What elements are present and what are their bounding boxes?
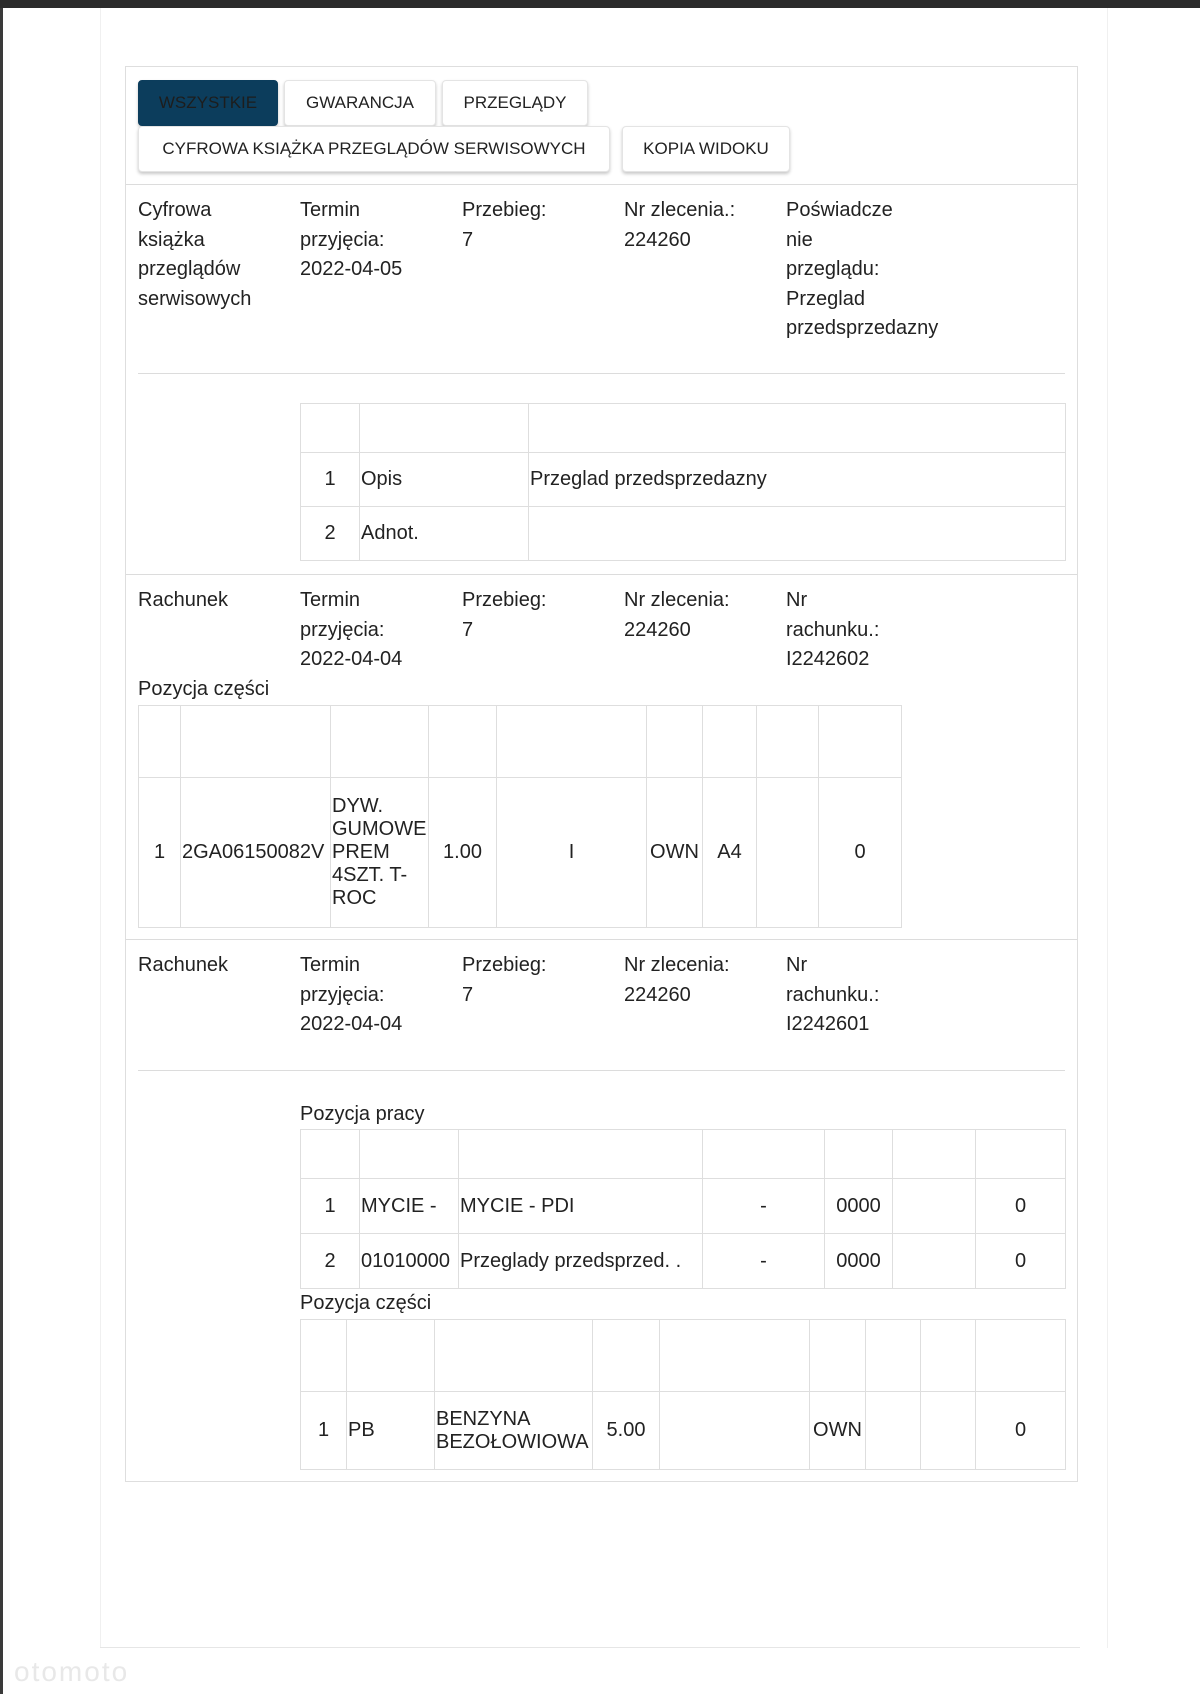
row-key: Opis — [360, 453, 529, 507]
kopia-widoku-button[interactable]: KOPIA WIDOKU — [622, 126, 790, 172]
table-header-row — [301, 404, 1066, 453]
table-row — [301, 1392, 1066, 1470]
part-quantity: 5.00 — [593, 1392, 660, 1470]
section-divider — [126, 939, 1077, 940]
tab-gwarancja-button[interactable]: GWARANCJA — [284, 80, 436, 126]
labor-dash: - — [703, 1179, 825, 1234]
table-header-row — [301, 1130, 1066, 1179]
entry1-divider — [138, 373, 1065, 374]
row-value: Przeglad przedsprzedazny — [529, 453, 1066, 507]
entry2-type: Rachunek — [138, 589, 229, 611]
row-number: 1 — [139, 778, 181, 928]
tab-wszystkie-button[interactable]: WSZYSTKIE — [138, 80, 278, 126]
part-quantity: 1.00 — [429, 778, 497, 928]
table-row — [301, 453, 1066, 507]
service-history-panel — [125, 66, 1078, 1482]
entry1-details-table — [300, 403, 1066, 561]
entry2-mileage: Przebieg: 7 — [462, 589, 547, 641]
entry1-mileage: Przebieg: 7 — [462, 199, 547, 251]
entry2-parts-label: Pozycja części — [138, 678, 270, 700]
entry3-type: Rachunek — [138, 954, 229, 976]
part-code: PB — [347, 1392, 435, 1470]
part-name: DYW. GUMOWE PREM 4SZT. T-ROC — [331, 778, 429, 928]
labor-number: 0000 — [825, 1234, 893, 1289]
table-row — [301, 1179, 1066, 1234]
entry3-labor-label: Pozycja pracy — [300, 1103, 425, 1125]
row-value — [529, 507, 1066, 561]
tab-przeglady-button[interactable]: PRZEGLĄDY — [442, 80, 588, 126]
toolbar-divider — [126, 184, 1077, 185]
labor-value: 0 — [976, 1179, 1066, 1234]
row-key: Adnot. — [360, 507, 529, 561]
part-value: 0 — [976, 1392, 1066, 1470]
labor-dash: - — [703, 1234, 825, 1289]
entry1-order: Nr zlecenia.: 224260 — [624, 199, 736, 251]
page-bottom-divider — [100, 1647, 1080, 1648]
table-row — [301, 507, 1066, 561]
part-name: BENZYNA BEZOŁOWIOWA — [435, 1392, 593, 1470]
labor-code: 01010000 — [360, 1234, 459, 1289]
labor-number: 0000 — [825, 1179, 893, 1234]
watermark-logo: otomoto — [14, 1656, 130, 1687]
entry3-order: Nr zlecenia: 224260 — [624, 954, 730, 1006]
labor-description: MYCIE - PDI — [459, 1179, 703, 1234]
entry1-date: Termin przyjęcia: 2022-04-05 — [300, 199, 403, 280]
row-number: 2 — [301, 1234, 360, 1289]
table-header-row — [301, 1320, 1066, 1392]
entry3-invoice-number: Nr rachunku.: I2242601 — [786, 954, 880, 1035]
tab-cyfrowa-ksiazka-button[interactable]: CYFROWA KSIĄŻKA PRZEGLĄDÓW SERWISOWYCH — [138, 126, 610, 172]
window-top-bar — [0, 0, 1200, 8]
part-unit: I — [497, 778, 647, 928]
entry2-parts-table — [138, 705, 902, 928]
part-value: 0 — [819, 778, 902, 928]
entry3-date: Termin przyjęcia: 2022-04-04 — [300, 954, 403, 1035]
section-divider — [126, 574, 1077, 575]
part-blank — [757, 778, 819, 928]
table-row — [139, 778, 902, 928]
row-number: 1 — [301, 453, 360, 507]
labor-value: 0 — [976, 1234, 1066, 1289]
part-ownership: OWN — [810, 1392, 866, 1470]
row-number: 1 — [301, 1392, 347, 1470]
entry3-divider — [138, 1070, 1065, 1071]
part-code: 2GA06150082V — [181, 778, 331, 928]
window-left-edge — [0, 8, 3, 1694]
entry3-parts-table — [300, 1319, 1066, 1470]
part-ownership: OWN — [647, 778, 703, 928]
entry1-certification: Poświadcze nie przeglądu: Przeglad przedsprzedazny — [786, 199, 939, 339]
labor-description: Przeglady przedsprzed. . — [459, 1234, 703, 1289]
entry3-labor-table — [300, 1129, 1066, 1289]
row-number: 1 — [301, 1179, 360, 1234]
row-number: 2 — [301, 507, 360, 561]
entry3-parts-label: Pozycja części — [300, 1292, 432, 1314]
entry1-type: Cyfrowa książka przeglądów serwisowych — [138, 199, 252, 310]
entry3-mileage: Przebieg: 7 — [462, 954, 547, 1006]
table-header-row — [139, 706, 902, 778]
entry2-order: Nr zlecenia: 224260 — [624, 589, 730, 641]
entry2-invoice-number: Nr rachunku.: I2242602 — [786, 589, 880, 670]
table-row — [301, 1234, 1066, 1289]
entry2-date: Termin przyjęcia: 2022-04-04 — [300, 589, 403, 670]
part-category: A4 — [703, 778, 757, 928]
labor-code: MYCIE - — [360, 1179, 459, 1234]
